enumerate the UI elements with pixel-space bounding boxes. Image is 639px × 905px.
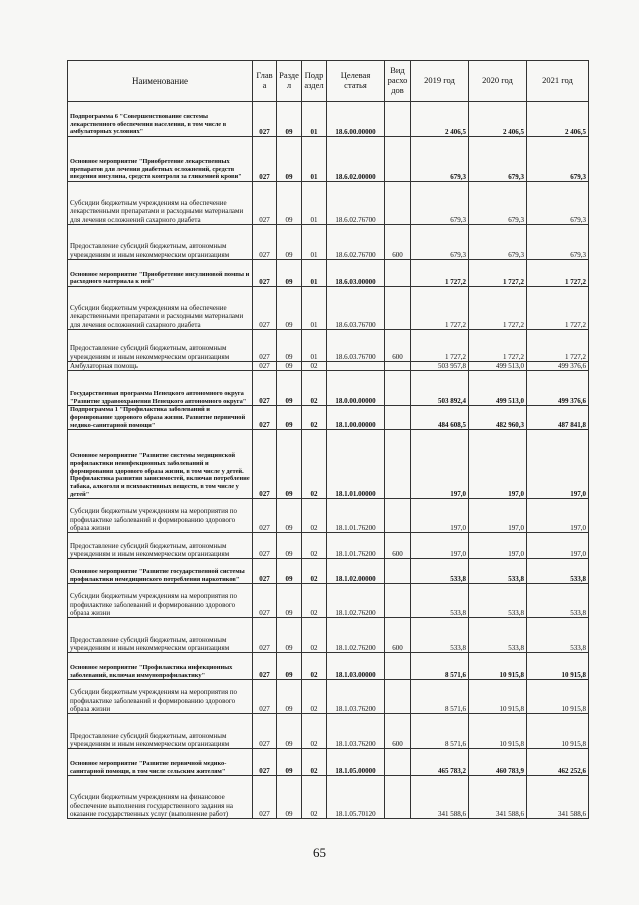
table-header-row bbox=[68, 61, 589, 102]
cell-2021: 462 252,6 bbox=[527, 749, 589, 776]
cell-podrazdel: 01 bbox=[302, 102, 327, 137]
table-row bbox=[68, 749, 589, 776]
header-expense-type: Вид расхо дов bbox=[385, 61, 411, 102]
table-row bbox=[68, 102, 589, 137]
cell-podrazdel: 01 bbox=[302, 225, 327, 260]
cell-glava: 027 bbox=[253, 102, 277, 137]
cell-podrazdel: 01 bbox=[302, 260, 327, 287]
header-podrazdel: Подр аздел bbox=[302, 61, 327, 102]
cell-2021: 10 915,8 bbox=[527, 653, 589, 680]
cell-2019: 197,0 bbox=[411, 430, 469, 499]
cell-razdel: 09 bbox=[277, 680, 302, 714]
table-row bbox=[68, 584, 589, 618]
cell-2021: 341 588,6 bbox=[527, 776, 589, 819]
cell-expense-type bbox=[385, 559, 411, 584]
cell-2020: 10 915,8 bbox=[469, 714, 527, 749]
cell-name: Основное мероприятие "Развитие государственной системы профилактики немедицинского потребления наркотиков" bbox=[68, 559, 253, 584]
cell-name: Основное мероприятие "Приобретение инсулиновой помпы и расходного материала к ней" bbox=[68, 260, 253, 287]
cell-2019: 2 406,5 bbox=[411, 102, 469, 137]
cell-glava: 027 bbox=[253, 371, 277, 406]
cell-podrazdel: 01 bbox=[302, 137, 327, 182]
cell-2020: 679,3 bbox=[469, 137, 527, 182]
cell-target: 18.6.02.00000 bbox=[327, 137, 385, 182]
cell-expense-type: 600 bbox=[385, 330, 411, 362]
table-row bbox=[68, 362, 589, 371]
cell-razdel: 09 bbox=[277, 371, 302, 406]
cell-2019: 197,0 bbox=[411, 533, 469, 559]
cell-glava: 027 bbox=[253, 182, 277, 225]
cell-glava: 027 bbox=[253, 559, 277, 584]
table-row bbox=[68, 430, 589, 499]
cell-2020: 533,8 bbox=[469, 618, 527, 653]
cell-razdel: 09 bbox=[277, 406, 302, 430]
cell-target: 18.1.01.00000 bbox=[327, 430, 385, 499]
cell-target: 18.1.02.76200 bbox=[327, 584, 385, 618]
cell-razdel: 09 bbox=[277, 749, 302, 776]
cell-2019: 1 727,2 bbox=[411, 287, 469, 330]
cell-razdel: 09 bbox=[277, 430, 302, 499]
cell-target: 18.6.00.00000 bbox=[327, 102, 385, 137]
cell-2020: 460 783,9 bbox=[469, 749, 527, 776]
table-row bbox=[68, 406, 589, 430]
cell-expense-type: 600 bbox=[385, 225, 411, 260]
cell-name: Подпрограмма 1 "Профилактика заболеваний и формирование здорового образа жизни. Развитие первичной медико-санитарной помощи" bbox=[68, 406, 253, 430]
cell-target: 18.1.03.76200 bbox=[327, 714, 385, 749]
table-row bbox=[68, 533, 589, 559]
cell-2021: 197,0 bbox=[527, 499, 589, 533]
cell-2021: 499 376,6 bbox=[527, 362, 589, 371]
cell-2021: 197,0 bbox=[527, 430, 589, 499]
cell-glava: 027 bbox=[253, 618, 277, 653]
cell-name: Предоставление субсидий бюджетным, автономным учреждениям и иным некоммерческим организациям bbox=[68, 330, 253, 362]
cell-podrazdel: 02 bbox=[302, 371, 327, 406]
cell-2019: 8 571,6 bbox=[411, 714, 469, 749]
cell-glava: 027 bbox=[253, 430, 277, 499]
cell-2020: 197,0 bbox=[469, 430, 527, 499]
cell-2021: 1 727,2 bbox=[527, 287, 589, 330]
cell-glava: 027 bbox=[253, 584, 277, 618]
table-row bbox=[68, 618, 589, 653]
cell-target: 18.1.03.00000 bbox=[327, 653, 385, 680]
table-row bbox=[68, 330, 589, 362]
table-row bbox=[68, 371, 589, 406]
cell-target: 18.1.05.00000 bbox=[327, 749, 385, 776]
header-razdel: Разде л bbox=[277, 61, 302, 102]
cell-target: 18.6.03.76700 bbox=[327, 330, 385, 362]
cell-name: Субсидии бюджетным учреждениям на мероприятия по профилактике заболеваний и формированию здорового образа жизни bbox=[68, 499, 253, 533]
cell-expense-type bbox=[385, 137, 411, 182]
table-row bbox=[68, 287, 589, 330]
cell-target: 18.1.02.00000 bbox=[327, 559, 385, 584]
cell-target: 18.1.02.76200 bbox=[327, 618, 385, 653]
cell-2021: 533,8 bbox=[527, 584, 589, 618]
cell-razdel: 09 bbox=[277, 776, 302, 819]
table-row bbox=[68, 559, 589, 584]
cell-expense-type bbox=[385, 499, 411, 533]
table-row bbox=[68, 260, 589, 287]
cell-2021: 197,0 bbox=[527, 533, 589, 559]
cell-2020: 499 513,0 bbox=[469, 371, 527, 406]
cell-podrazdel: 02 bbox=[302, 584, 327, 618]
cell-razdel: 09 bbox=[277, 618, 302, 653]
cell-2019: 503 957,8 bbox=[411, 362, 469, 371]
cell-razdel: 09 bbox=[277, 137, 302, 182]
budget-table bbox=[67, 60, 589, 819]
cell-2019: 679,3 bbox=[411, 137, 469, 182]
cell-glava: 027 bbox=[253, 260, 277, 287]
cell-glava: 027 bbox=[253, 714, 277, 749]
cell-name: Предоставление субсидий бюджетным, автономным учреждениям и иным некоммерческим организациям bbox=[68, 225, 253, 260]
cell-razdel: 09 bbox=[277, 182, 302, 225]
cell-2019: 533,8 bbox=[411, 559, 469, 584]
cell-name: Предоставление субсидий бюджетным, автономным учреждениям и иным некоммерческим организациям bbox=[68, 618, 253, 653]
cell-razdel: 09 bbox=[277, 287, 302, 330]
cell-podrazdel: 02 bbox=[302, 406, 327, 430]
cell-razdel: 09 bbox=[277, 714, 302, 749]
cell-expense-type bbox=[385, 260, 411, 287]
cell-2020: 499 513,0 bbox=[469, 362, 527, 371]
cell-2021: 1 727,2 bbox=[527, 260, 589, 287]
cell-razdel: 09 bbox=[277, 362, 302, 371]
cell-2021: 2 406,5 bbox=[527, 102, 589, 137]
cell-glava: 027 bbox=[253, 653, 277, 680]
cell-glava: 027 bbox=[253, 137, 277, 182]
cell-target: 18.1.05.70120 bbox=[327, 776, 385, 819]
cell-2021: 499 376,6 bbox=[527, 371, 589, 406]
cell-2021: 679,3 bbox=[527, 225, 589, 260]
cell-2019: 341 588,6 bbox=[411, 776, 469, 819]
cell-name: Государственная программа Ненецкого автономного округа "Развитие здравоохранения Ненецкого автономного округа" bbox=[68, 371, 253, 406]
cell-expense-type: 600 bbox=[385, 533, 411, 559]
table-row bbox=[68, 680, 589, 714]
cell-glava: 027 bbox=[253, 533, 277, 559]
cell-target: 18.6.02.76700 bbox=[327, 225, 385, 260]
cell-2020: 1 727,2 bbox=[469, 260, 527, 287]
cell-2020: 482 960,3 bbox=[469, 406, 527, 430]
cell-expense-type bbox=[385, 776, 411, 819]
cell-podrazdel: 01 bbox=[302, 182, 327, 225]
cell-2019: 484 608,5 bbox=[411, 406, 469, 430]
cell-expense-type bbox=[385, 182, 411, 225]
header-glava: Глав а bbox=[253, 61, 277, 102]
cell-2019: 533,8 bbox=[411, 618, 469, 653]
cell-name: Субсидии бюджетным учреждениям на мероприятия по профилактике заболеваний и формированию здорового образа жизни bbox=[68, 584, 253, 618]
cell-name: Основное мероприятие "Приобретение лекарственных препаратов для лечения диабетных осложнений, средств введения инсулина, средств контроля за гликемией крови" bbox=[68, 137, 253, 182]
cell-2019: 1 727,2 bbox=[411, 260, 469, 287]
cell-2019: 465 783,2 bbox=[411, 749, 469, 776]
cell-podrazdel: 01 bbox=[302, 287, 327, 330]
cell-target: 18.6.03.00000 bbox=[327, 260, 385, 287]
cell-target: 18.1.00.00000 bbox=[327, 406, 385, 430]
cell-2021: 533,8 bbox=[527, 618, 589, 653]
cell-2019: 503 892,4 bbox=[411, 371, 469, 406]
cell-glava: 027 bbox=[253, 362, 277, 371]
table-row bbox=[68, 225, 589, 260]
table-row bbox=[68, 499, 589, 533]
cell-name: Субсидии бюджетным учреждениям на финансовое обеспечение выполнения государственного задания на оказание государственных услуг (выполнение работ) bbox=[68, 776, 253, 819]
cell-podrazdel: 02 bbox=[302, 618, 327, 653]
cell-glava: 027 bbox=[253, 287, 277, 330]
cell-2020: 10 915,8 bbox=[469, 680, 527, 714]
cell-podrazdel: 02 bbox=[302, 749, 327, 776]
header-2019: 2019 год bbox=[411, 61, 469, 102]
cell-name: Подпрограмма 6 "Совершенствование системы лекарственного обеспечения населения, в том числе в амбулаторных условиях" bbox=[68, 102, 253, 137]
cell-glava: 027 bbox=[253, 225, 277, 260]
cell-target: 18.1.01.76200 bbox=[327, 499, 385, 533]
header-target: Целевая статья bbox=[327, 61, 385, 102]
cell-expense-type: 600 bbox=[385, 714, 411, 749]
cell-2021: 487 841,8 bbox=[527, 406, 589, 430]
cell-razdel: 09 bbox=[277, 260, 302, 287]
cell-razdel: 09 bbox=[277, 559, 302, 584]
cell-2020: 197,0 bbox=[469, 499, 527, 533]
table-row bbox=[68, 182, 589, 225]
cell-expense-type bbox=[385, 430, 411, 499]
cell-target: 18.1.03.76200 bbox=[327, 680, 385, 714]
cell-name: Предоставление субсидий бюджетным, автономным учреждениям и иным некоммерческим организациям bbox=[68, 714, 253, 749]
cell-2019: 1 727,2 bbox=[411, 330, 469, 362]
cell-2021: 1 727,2 bbox=[527, 330, 589, 362]
cell-2020: 10 915,8 bbox=[469, 653, 527, 680]
cell-razdel: 09 bbox=[277, 584, 302, 618]
cell-2020: 679,3 bbox=[469, 182, 527, 225]
cell-expense-type: 600 bbox=[385, 618, 411, 653]
table-body bbox=[68, 102, 589, 819]
cell-target: 18.1.01.76200 bbox=[327, 533, 385, 559]
cell-2019: 8 571,6 bbox=[411, 653, 469, 680]
cell-2021: 533,8 bbox=[527, 559, 589, 584]
cell-podrazdel: 02 bbox=[302, 559, 327, 584]
cell-expense-type bbox=[385, 653, 411, 680]
cell-2020: 341 588,6 bbox=[469, 776, 527, 819]
cell-2020: 2 406,5 bbox=[469, 102, 527, 137]
cell-target: 18.6.02.76700 bbox=[327, 182, 385, 225]
cell-2019: 533,8 bbox=[411, 584, 469, 618]
cell-razdel: 09 bbox=[277, 499, 302, 533]
cell-target: 18.6.03.76700 bbox=[327, 287, 385, 330]
cell-podrazdel: 02 bbox=[302, 714, 327, 749]
cell-2020: 1 727,2 bbox=[469, 330, 527, 362]
cell-podrazdel: 01 bbox=[302, 330, 327, 362]
cell-podrazdel: 02 bbox=[302, 362, 327, 371]
cell-name: Амбулаторная помощь bbox=[68, 362, 253, 371]
header-2020: 2020 год bbox=[469, 61, 527, 102]
cell-expense-type bbox=[385, 287, 411, 330]
cell-podrazdel: 02 bbox=[302, 533, 327, 559]
cell-glava: 027 bbox=[253, 680, 277, 714]
cell-2020: 1 727,2 bbox=[469, 287, 527, 330]
cell-razdel: 09 bbox=[277, 225, 302, 260]
cell-2020: 533,8 bbox=[469, 559, 527, 584]
cell-name: Субсидии бюджетным учреждениям на обеспечение лекарственными препаратами и расходными материалами для лечения осложнений сахарного диабета bbox=[68, 182, 253, 225]
cell-2019: 679,3 bbox=[411, 225, 469, 260]
cell-glava: 027 bbox=[253, 499, 277, 533]
header-2021: 2021 год bbox=[527, 61, 589, 102]
table-row bbox=[68, 653, 589, 680]
cell-podrazdel: 02 bbox=[302, 430, 327, 499]
cell-podrazdel: 02 bbox=[302, 680, 327, 714]
table-row bbox=[68, 714, 589, 749]
cell-2020: 533,8 bbox=[469, 584, 527, 618]
cell-glava: 027 bbox=[253, 330, 277, 362]
cell-2020: 197,0 bbox=[469, 533, 527, 559]
cell-razdel: 09 bbox=[277, 102, 302, 137]
cell-2019: 197,0 bbox=[411, 499, 469, 533]
cell-name: Субсидии бюджетным учреждениям на мероприятия по профилактике заболеваний и формированию здорового образа жизни bbox=[68, 680, 253, 714]
cell-glava: 027 bbox=[253, 406, 277, 430]
cell-podrazdel: 02 bbox=[302, 776, 327, 819]
cell-2021: 679,3 bbox=[527, 137, 589, 182]
table-row bbox=[68, 776, 589, 819]
cell-target bbox=[327, 362, 385, 371]
cell-podrazdel: 02 bbox=[302, 653, 327, 680]
cell-glava: 027 bbox=[253, 749, 277, 776]
cell-2019: 679,3 bbox=[411, 182, 469, 225]
cell-expense-type bbox=[385, 584, 411, 618]
cell-razdel: 09 bbox=[277, 330, 302, 362]
cell-2020: 679,3 bbox=[469, 225, 527, 260]
cell-podrazdel: 02 bbox=[302, 499, 327, 533]
header-name: Наименование bbox=[68, 61, 253, 102]
cell-expense-type bbox=[385, 362, 411, 371]
cell-2021: 679,3 bbox=[527, 182, 589, 225]
cell-glava: 027 bbox=[253, 776, 277, 819]
cell-name: Предоставление субсидий бюджетным, автономным учреждениям и иным некоммерческим организациям bbox=[68, 533, 253, 559]
table-row bbox=[68, 137, 589, 182]
cell-expense-type bbox=[385, 680, 411, 714]
cell-razdel: 09 bbox=[277, 653, 302, 680]
cell-expense-type bbox=[385, 406, 411, 430]
cell-name: Основное мероприятие "Развитие первичной медико-санитарной помощи, в том числе сельским жителям" bbox=[68, 749, 253, 776]
cell-name: Основное мероприятие "Профилактика инфекционных заболеваний, включая иммунопрофилактику" bbox=[68, 653, 253, 680]
cell-2019: 8 571,6 bbox=[411, 680, 469, 714]
cell-name: Субсидии бюджетным учреждениям на обеспечение лекарственными препаратами и расходными материалами для лечения осложнений сахарного диабета bbox=[68, 287, 253, 330]
cell-target: 18.0.00.00000 bbox=[327, 371, 385, 406]
cell-expense-type bbox=[385, 102, 411, 137]
cell-expense-type bbox=[385, 749, 411, 776]
page-number: 65 bbox=[313, 845, 326, 860]
cell-2021: 10 915,8 bbox=[527, 714, 589, 749]
cell-expense-type bbox=[385, 371, 411, 406]
cell-razdel: 09 bbox=[277, 533, 302, 559]
cell-name: Основное мероприятие "Развитие системы медицинской профилактики неинфекционных заболеваний и формирования здорового образа жизни, в том числе у детей. Профилактика развития зависимостей, включая потребление табака, алкоголя и психоактивных веществ, в том числе у детей" bbox=[68, 430, 253, 499]
cell-2021: 10 915,8 bbox=[527, 680, 589, 714]
